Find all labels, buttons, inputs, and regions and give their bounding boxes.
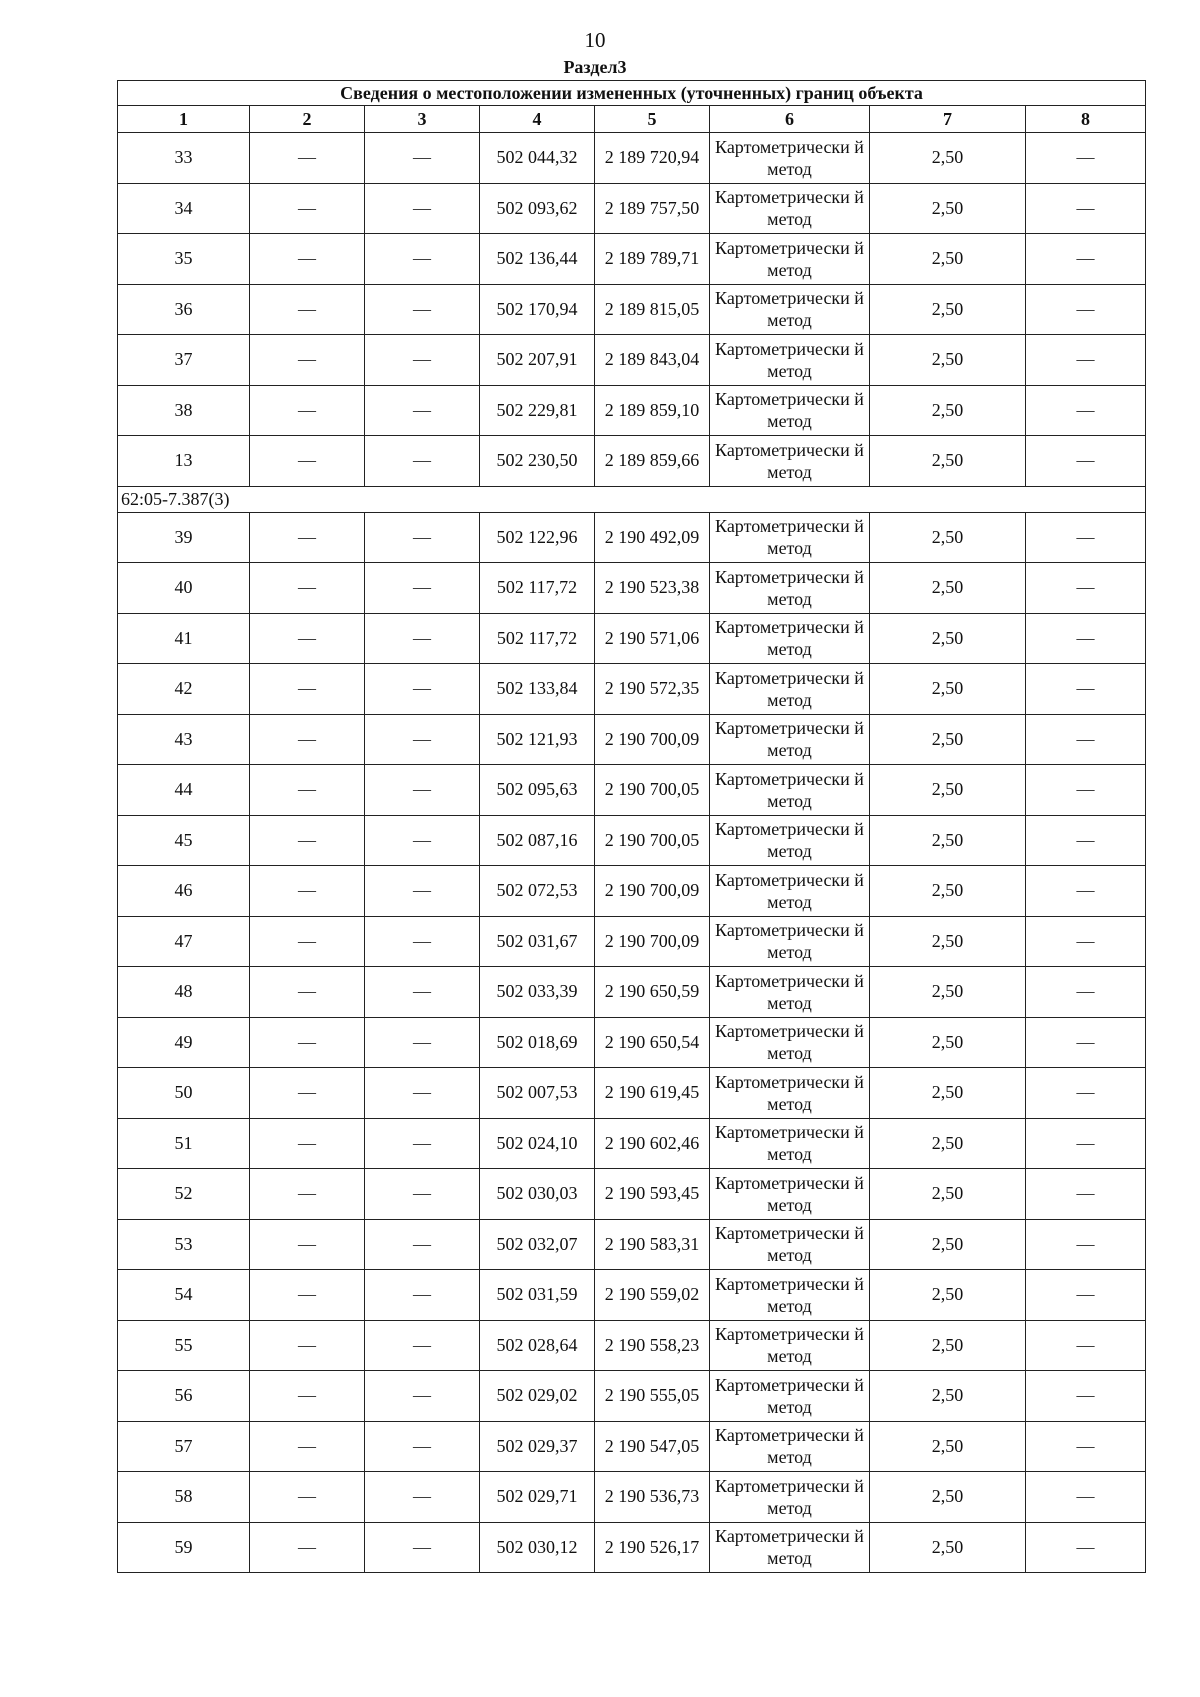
empty-dash-cell: — (250, 1472, 365, 1523)
empty-dash-cell: — (250, 512, 365, 563)
empty-dash-cell: — (250, 436, 365, 487)
table-row (118, 1017, 1146, 1068)
point-number-cell: 43 (118, 714, 250, 765)
point-number-cell: 52 (118, 1169, 250, 1220)
x-coordinate-cell: 502 122,96 (480, 512, 595, 563)
method-cell: Картометрически й метод (710, 234, 870, 285)
empty-dash-cell: — (250, 1068, 365, 1119)
point-number-cell: 45 (118, 815, 250, 866)
accuracy-cell: 2,50 (870, 866, 1026, 917)
empty-dash-cell: — (365, 866, 480, 917)
y-coordinate-cell: 2 189 789,71 (595, 234, 710, 285)
empty-dash-cell: — (1026, 512, 1146, 563)
empty-dash-cell: — (365, 284, 480, 335)
table-row (118, 234, 1146, 285)
table-row (118, 1118, 1146, 1169)
column-number: 8 (1026, 106, 1146, 133)
point-number-cell: 48 (118, 967, 250, 1018)
table-row (118, 1219, 1146, 1270)
empty-dash-cell: — (365, 1068, 480, 1119)
point-number-cell: 44 (118, 765, 250, 816)
empty-dash-cell: — (250, 385, 365, 436)
point-number-cell: 55 (118, 1320, 250, 1371)
x-coordinate-cell: 502 117,72 (480, 613, 595, 664)
table-row (118, 866, 1146, 917)
y-coordinate-cell: 2 190 700,05 (595, 815, 710, 866)
method-cell: Картометрически й метод (710, 1017, 870, 1068)
empty-dash-cell: — (1026, 1270, 1146, 1321)
method-cell: Картометрически й метод (710, 1270, 870, 1321)
empty-dash-cell: — (365, 234, 480, 285)
empty-dash-cell: — (1026, 1472, 1146, 1523)
table-row (118, 1068, 1146, 1119)
method-cell: Картометрически й метод (710, 1068, 870, 1119)
empty-dash-cell: — (1026, 815, 1146, 866)
y-coordinate-cell: 2 190 572,35 (595, 664, 710, 715)
column-number: 5 (595, 106, 710, 133)
x-coordinate-cell: 502 028,64 (480, 1320, 595, 1371)
empty-dash-cell: — (1026, 1219, 1146, 1270)
method-cell: Картометрически й метод (710, 1169, 870, 1220)
y-coordinate-cell: 2 190 536,73 (595, 1472, 710, 1523)
x-coordinate-cell: 502 029,71 (480, 1472, 595, 1523)
table-row (118, 335, 1146, 386)
x-coordinate-cell: 502 018,69 (480, 1017, 595, 1068)
point-number-cell: 54 (118, 1270, 250, 1321)
empty-dash-cell: — (365, 916, 480, 967)
accuracy-cell: 2,50 (870, 133, 1026, 184)
empty-dash-cell: — (365, 512, 480, 563)
empty-dash-cell: — (250, 1522, 365, 1573)
point-number-cell: 34 (118, 183, 250, 234)
empty-dash-cell: — (365, 1017, 480, 1068)
empty-dash-cell: — (1026, 916, 1146, 967)
table-row (118, 967, 1146, 1018)
empty-dash-cell: — (250, 1320, 365, 1371)
accuracy-cell: 2,50 (870, 815, 1026, 866)
point-number-cell: 39 (118, 512, 250, 563)
empty-dash-cell: — (365, 1270, 480, 1321)
empty-dash-cell: — (1026, 866, 1146, 917)
method-cell: Картометрически й метод (710, 1472, 870, 1523)
column-number: 6 (710, 106, 870, 133)
accuracy-cell: 2,50 (870, 664, 1026, 715)
method-cell: Картометрически й метод (710, 335, 870, 386)
y-coordinate-cell: 2 190 523,38 (595, 563, 710, 614)
accuracy-cell: 2,50 (870, 714, 1026, 765)
method-cell: Картометрически й метод (710, 765, 870, 816)
accuracy-cell: 2,50 (870, 916, 1026, 967)
empty-dash-cell: — (365, 1320, 480, 1371)
empty-dash-cell: — (365, 133, 480, 184)
accuracy-cell: 2,50 (870, 284, 1026, 335)
y-coordinate-cell: 2 190 555,05 (595, 1371, 710, 1422)
empty-dash-cell: — (250, 563, 365, 614)
x-coordinate-cell: 502 230,50 (480, 436, 595, 487)
x-coordinate-cell: 502 207,91 (480, 335, 595, 386)
table-row (118, 436, 1146, 487)
point-number-cell: 56 (118, 1371, 250, 1422)
empty-dash-cell: — (365, 664, 480, 715)
empty-dash-cell: — (1026, 1522, 1146, 1573)
empty-dash-cell: — (1026, 967, 1146, 1018)
empty-dash-cell: — (1026, 284, 1146, 335)
point-number-cell: 53 (118, 1219, 250, 1270)
empty-dash-cell: — (250, 284, 365, 335)
x-coordinate-cell: 502 136,44 (480, 234, 595, 285)
accuracy-cell: 2,50 (870, 234, 1026, 285)
table-row (118, 284, 1146, 335)
y-coordinate-cell: 2 190 619,45 (595, 1068, 710, 1119)
empty-dash-cell: — (250, 1017, 365, 1068)
table-row (118, 765, 1146, 816)
method-cell: Картометрически й метод (710, 1118, 870, 1169)
table-caption: Сведения о местоположении измененных (уточненных) границ объекта (118, 81, 1146, 106)
y-coordinate-cell: 2 190 547,05 (595, 1421, 710, 1472)
empty-dash-cell: — (1026, 1320, 1146, 1371)
method-cell: Картометрически й метод (710, 967, 870, 1018)
method-cell: Картометрически й метод (710, 613, 870, 664)
x-coordinate-cell: 502 072,53 (480, 866, 595, 917)
boundary-points-table (117, 80, 1146, 1573)
empty-dash-cell: — (365, 1522, 480, 1573)
empty-dash-cell: — (1026, 1421, 1146, 1472)
empty-dash-cell: — (250, 613, 365, 664)
point-number-cell: 51 (118, 1118, 250, 1169)
x-coordinate-cell: 502 117,72 (480, 563, 595, 614)
empty-dash-cell: — (365, 967, 480, 1018)
point-number-cell: 59 (118, 1522, 250, 1573)
accuracy-cell: 2,50 (870, 1421, 1026, 1472)
accuracy-cell: 2,50 (870, 183, 1026, 234)
empty-dash-cell: — (250, 335, 365, 386)
empty-dash-cell: — (1026, 1371, 1146, 1422)
accuracy-cell: 2,50 (870, 1320, 1026, 1371)
accuracy-cell: 2,50 (870, 335, 1026, 386)
empty-dash-cell: — (250, 664, 365, 715)
point-number-cell: 38 (118, 385, 250, 436)
empty-dash-cell: — (250, 815, 365, 866)
column-number: 4 (480, 106, 595, 133)
table-row (118, 1270, 1146, 1321)
table-row (118, 1320, 1146, 1371)
y-coordinate-cell: 2 190 650,59 (595, 967, 710, 1018)
empty-dash-cell: — (365, 563, 480, 614)
point-number-cell: 58 (118, 1472, 250, 1523)
empty-dash-cell: — (1026, 436, 1146, 487)
table-row (118, 1522, 1146, 1573)
y-coordinate-cell: 2 190 526,17 (595, 1522, 710, 1573)
empty-dash-cell: — (365, 613, 480, 664)
x-coordinate-cell: 502 121,93 (480, 714, 595, 765)
empty-dash-cell: — (1026, 563, 1146, 614)
group-section (118, 486, 1146, 512)
x-coordinate-cell: 502 007,53 (480, 1068, 595, 1119)
table-row (118, 512, 1146, 563)
empty-dash-cell: — (250, 967, 365, 1018)
accuracy-cell: 2,50 (870, 1270, 1026, 1321)
x-coordinate-cell: 502 133,84 (480, 664, 595, 715)
empty-dash-cell: — (250, 234, 365, 285)
x-coordinate-cell: 502 033,39 (480, 967, 595, 1018)
table-body-part-2 (118, 512, 1146, 1573)
section-title: Раздел3 (563, 57, 627, 77)
y-coordinate-cell: 2 190 583,31 (595, 1219, 710, 1270)
y-coordinate-cell: 2 190 571,06 (595, 613, 710, 664)
accuracy-cell: 2,50 (870, 1219, 1026, 1270)
y-coordinate-cell: 2 190 700,09 (595, 866, 710, 917)
y-coordinate-cell: 2 190 700,09 (595, 714, 710, 765)
empty-dash-cell: — (1026, 714, 1146, 765)
column-number-row (118, 106, 1146, 133)
empty-dash-cell: — (250, 916, 365, 967)
method-cell: Картометрически й метод (710, 1522, 870, 1573)
table-row (118, 613, 1146, 664)
x-coordinate-cell: 502 029,37 (480, 1421, 595, 1472)
point-number-cell: 46 (118, 866, 250, 917)
method-cell: Картометрически й метод (710, 1320, 870, 1371)
y-coordinate-cell: 2 190 558,23 (595, 1320, 710, 1371)
group-label: 62:05-7.387(3) (118, 486, 1146, 512)
empty-dash-cell: — (1026, 765, 1146, 816)
empty-dash-cell: — (250, 1421, 365, 1472)
x-coordinate-cell: 502 229,81 (480, 385, 595, 436)
method-cell: Картометрически й метод (710, 133, 870, 184)
y-coordinate-cell: 2 190 602,46 (595, 1118, 710, 1169)
table-row (118, 1371, 1146, 1422)
empty-dash-cell: — (365, 1421, 480, 1472)
table-row (118, 1169, 1146, 1220)
empty-dash-cell: — (365, 1472, 480, 1523)
empty-dash-cell: — (1026, 335, 1146, 386)
point-number-cell: 49 (118, 1017, 250, 1068)
point-number-cell: 36 (118, 284, 250, 335)
accuracy-cell: 2,50 (870, 1118, 1026, 1169)
table-row (118, 1421, 1146, 1472)
accuracy-cell: 2,50 (870, 385, 1026, 436)
x-coordinate-cell: 502 024,10 (480, 1118, 595, 1169)
empty-dash-cell: — (365, 436, 480, 487)
method-cell: Картометрически й метод (710, 1371, 870, 1422)
column-number: 7 (870, 106, 1026, 133)
y-coordinate-cell: 2 189 859,66 (595, 436, 710, 487)
empty-dash-cell: — (1026, 234, 1146, 285)
empty-dash-cell: — (365, 815, 480, 866)
method-cell: Картометрически й метод (710, 284, 870, 335)
method-cell: Картометрически й метод (710, 436, 870, 487)
table-row (118, 563, 1146, 614)
empty-dash-cell: — (1026, 1169, 1146, 1220)
y-coordinate-cell: 2 189 757,50 (595, 183, 710, 234)
empty-dash-cell: — (250, 866, 365, 917)
empty-dash-cell: — (250, 1169, 365, 1220)
accuracy-cell: 2,50 (870, 1472, 1026, 1523)
point-number-cell: 57 (118, 1421, 250, 1472)
method-cell: Картометрически й метод (710, 664, 870, 715)
x-coordinate-cell: 502 029,02 (480, 1371, 595, 1422)
y-coordinate-cell: 2 190 700,09 (595, 916, 710, 967)
method-cell: Картометрически й метод (710, 1421, 870, 1472)
empty-dash-cell: — (365, 1219, 480, 1270)
point-number-cell: 47 (118, 916, 250, 967)
method-cell: Картометрически й метод (710, 815, 870, 866)
empty-dash-cell: — (1026, 183, 1146, 234)
accuracy-cell: 2,50 (870, 1068, 1026, 1119)
y-coordinate-cell: 2 190 559,02 (595, 1270, 710, 1321)
method-cell: Картометрически й метод (710, 866, 870, 917)
column-number: 1 (118, 106, 250, 133)
accuracy-cell: 2,50 (870, 563, 1026, 614)
empty-dash-cell: — (250, 1219, 365, 1270)
empty-dash-cell: — (250, 1270, 365, 1321)
method-cell: Картометрически й метод (710, 183, 870, 234)
empty-dash-cell: — (365, 1118, 480, 1169)
x-coordinate-cell: 502 093,62 (480, 183, 595, 234)
page-number: 10 (584, 28, 606, 52)
empty-dash-cell: — (250, 1118, 365, 1169)
point-number-cell: 41 (118, 613, 250, 664)
accuracy-cell: 2,50 (870, 1169, 1026, 1220)
method-cell: Картометрически й метод (710, 385, 870, 436)
y-coordinate-cell: 2 189 720,94 (595, 133, 710, 184)
y-coordinate-cell: 2 189 859,10 (595, 385, 710, 436)
accuracy-cell: 2,50 (870, 1522, 1026, 1573)
x-coordinate-cell: 502 030,12 (480, 1522, 595, 1573)
table-row (118, 664, 1146, 715)
table-row (118, 1472, 1146, 1523)
point-number-cell: 40 (118, 563, 250, 614)
table-body-part-1 (118, 133, 1146, 487)
table-row (118, 815, 1146, 866)
accuracy-cell: 2,50 (870, 1371, 1026, 1422)
empty-dash-cell: — (365, 765, 480, 816)
y-coordinate-cell: 2 189 815,05 (595, 284, 710, 335)
empty-dash-cell: — (365, 1371, 480, 1422)
column-number: 2 (250, 106, 365, 133)
method-cell: Картометрически й метод (710, 512, 870, 563)
x-coordinate-cell: 502 044,32 (480, 133, 595, 184)
y-coordinate-cell: 2 190 700,05 (595, 765, 710, 816)
method-cell: Картометрически й метод (710, 916, 870, 967)
y-coordinate-cell: 2 190 650,54 (595, 1017, 710, 1068)
x-coordinate-cell: 502 031,67 (480, 916, 595, 967)
point-number-cell: 33 (118, 133, 250, 184)
empty-dash-cell: — (1026, 664, 1146, 715)
accuracy-cell: 2,50 (870, 765, 1026, 816)
method-cell: Картометрически й метод (710, 714, 870, 765)
point-number-cell: 35 (118, 234, 250, 285)
x-coordinate-cell: 502 170,94 (480, 284, 595, 335)
accuracy-cell: 2,50 (870, 436, 1026, 487)
empty-dash-cell: — (365, 385, 480, 436)
empty-dash-cell: — (250, 1371, 365, 1422)
x-coordinate-cell: 502 031,59 (480, 1270, 595, 1321)
empty-dash-cell: — (1026, 1118, 1146, 1169)
empty-dash-cell: — (1026, 385, 1146, 436)
empty-dash-cell: — (365, 183, 480, 234)
table-row (118, 385, 1146, 436)
accuracy-cell: 2,50 (870, 512, 1026, 563)
x-coordinate-cell: 502 030,03 (480, 1169, 595, 1220)
table-row (118, 183, 1146, 234)
method-cell: Картометрически й метод (710, 1219, 870, 1270)
column-number: 3 (365, 106, 480, 133)
empty-dash-cell: — (1026, 133, 1146, 184)
point-number-cell: 37 (118, 335, 250, 386)
empty-dash-cell: — (250, 714, 365, 765)
table-row (118, 133, 1146, 184)
empty-dash-cell: — (365, 335, 480, 386)
empty-dash-cell: — (250, 133, 365, 184)
empty-dash-cell: — (1026, 1017, 1146, 1068)
empty-dash-cell: — (365, 714, 480, 765)
point-number-cell: 42 (118, 664, 250, 715)
accuracy-cell: 2,50 (870, 967, 1026, 1018)
method-cell: Картометрически й метод (710, 563, 870, 614)
x-coordinate-cell: 502 032,07 (480, 1219, 595, 1270)
accuracy-cell: 2,50 (870, 1017, 1026, 1068)
x-coordinate-cell: 502 087,16 (480, 815, 595, 866)
point-number-cell: 50 (118, 1068, 250, 1119)
point-number-cell: 13 (118, 436, 250, 487)
table-row (118, 714, 1146, 765)
accuracy-cell: 2,50 (870, 613, 1026, 664)
empty-dash-cell: — (1026, 613, 1146, 664)
x-coordinate-cell: 502 095,63 (480, 765, 595, 816)
y-coordinate-cell: 2 190 593,45 (595, 1169, 710, 1220)
empty-dash-cell: — (250, 765, 365, 816)
empty-dash-cell: — (250, 183, 365, 234)
empty-dash-cell: — (365, 1169, 480, 1220)
empty-dash-cell: — (1026, 1068, 1146, 1119)
y-coordinate-cell: 2 189 843,04 (595, 335, 710, 386)
table-row (118, 916, 1146, 967)
y-coordinate-cell: 2 190 492,09 (595, 512, 710, 563)
